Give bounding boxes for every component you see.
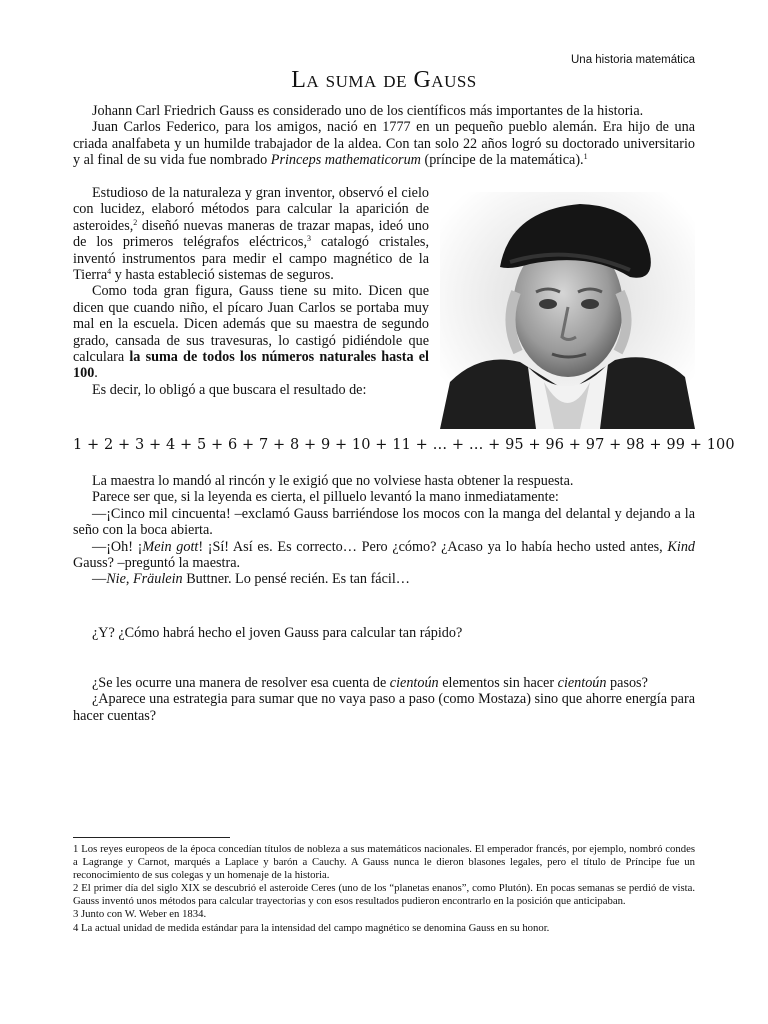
footnote-2: 2 El primer día del siglo XIX se descubrió el asteroide Ceres (uno de los “planetas enanos”, como Plutón). En pocas semanas se perdió de vista. Gauss inventó unos métodos para calcular trayectorias y con esos resultados pudieron encontrarlo en la posición que anticipaban.: [73, 882, 695, 908]
dialogue-section: [73, 473, 695, 588]
sum-formula: 1 + 2 + 3 + 4 + 5 + 6 + 7 + 8 + 9 + 10 + 11 + … + … + 95 + 96 + 97 + 98 + 99 + 100: [73, 437, 735, 453]
bold-emphasis: la suma de todos los números naturales hasta el 100: [73, 349, 429, 382]
text-run: ¿Y? ¿Cómo habrá hecho el joven Gauss para calcular tan rápido?: [92, 625, 463, 641]
italic-word: Nie: [106, 571, 126, 588]
text-run: —¡Oh! ¡: [92, 538, 143, 555]
text-run: Buttner. Lo pensé recién. Es tan fácil…: [182, 571, 410, 588]
running-header: Una historia matemática: [571, 54, 695, 66]
italic-word: Fräulein: [132, 571, 183, 588]
paragraph-intro: [73, 103, 695, 119]
text-run: catalogó cristales, inventó instrumentos para medir el campo magnético de la Tierra: [73, 234, 429, 284]
text-run: y hasta estableció sistemas de seguros.: [111, 267, 334, 284]
paragraph-dialogue: [73, 506, 695, 539]
text-run: ¿Aparece una estrategia para sumar que no vaya paso a paso (como Mostaza) sino que ahorre energía para hacer cuentas?: [73, 691, 695, 724]
eye-right: [581, 299, 599, 309]
question-section-2: [73, 675, 695, 724]
paragraph-dialogue: [73, 571, 695, 587]
page-title: La suma de Gauss: [291, 67, 477, 93]
text-beside-portrait: [73, 185, 429, 398]
paragraph-question: [73, 625, 695, 641]
text-run: Parece ser que, si la leyenda es cierta, el pilluelo levantó la mano inmediatamente:: [92, 489, 559, 506]
portrait-illustration: [440, 192, 695, 429]
footnote-ref-2[interactable]: 2: [133, 217, 138, 227]
text-run: diseñó nuevas maneras de trazar mapas, ideó uno de los primeros telégrafos eléctricos,: [73, 217, 429, 251]
text-run: ! ¡Sí! Así es. Es correcto… Pero ¿cómo? ¿Acaso ya lo había hecho usted antes,: [198, 538, 668, 555]
text-run: ,: [125, 571, 133, 588]
paragraph-dialogue: [73, 473, 695, 489]
footnote-ref-1[interactable]: 1: [583, 152, 588, 162]
text-run: La maestra lo mandó al rincón y le exigió que no volviese hasta obtener la respuesta.: [92, 473, 574, 489]
paragraph-question: [73, 691, 695, 724]
paragraph-myth: [73, 283, 429, 381]
italic-word: Mein gott: [142, 538, 199, 555]
text-run: elementos sin hacer: [438, 675, 558, 691]
paragraph-biography: [73, 119, 695, 168]
paragraph-inventor: [73, 185, 429, 283]
footnote-1: 1 Los reyes europeos de la época concedían títulos de nobleza a sus matemáticos nacionales. El emperador francés, por ejemplo, nombró condes a Lagrange y Carnot, marqués a Laplace y barón a Cauchy. A Gauss nunca le dieron blasones legales, pero el título de Príncipe fue un reconocimiento de sus colegas y un homenaje de la historia.: [73, 843, 695, 882]
footnote-separator: [73, 837, 230, 838]
intro-section: [73, 103, 695, 169]
paragraph-dialogue: [73, 539, 695, 572]
paragraph-question: [73, 675, 695, 691]
sum-expression: [73, 437, 735, 453]
text-run: Es decir, lo obligó a que buscara el resultado de:: [92, 381, 367, 398]
italic-word: cientoún: [557, 675, 607, 691]
question-section-1: [73, 625, 695, 641]
italic-word: Kind: [667, 538, 696, 555]
text-run: Johann Carl Friedrich Gauss es considerado uno de los científicos más importantes de la historia.: [92, 103, 644, 119]
text-run: (príncipe de la matemática).: [420, 152, 584, 169]
footnotes: [73, 843, 695, 935]
text-run: —: [92, 571, 107, 588]
paragraph-dialogue: [73, 489, 695, 505]
text-run: Estudioso de la naturaleza y gran inventor, observó el cielo con lucidez, elaboró métodos para calcular la aparición de asteroides,: [73, 185, 429, 234]
gauss-portrait: [440, 192, 695, 429]
text-run: .: [94, 365, 98, 382]
text-run: Como toda gran figura, Gauss tiene su mito. Dicen que dicen que cuando niño, el pícaro Juan Carlos se portaba muy mal en la escuela. Dicen además que su maestra de segundo grado, cansada de sus travesuras, lo castigó pidiéndole que calculara: [73, 283, 429, 366]
text-run: —¡Cinco mil cincuenta! –exclamó Gauss barriéndose los mocos con la manga del delantal y dejando a la seño con la boca abierta.: [73, 505, 695, 539]
document-page: [73, 0, 735, 1024]
footnote-3: 3 Junto con W. Weber en 1834.: [73, 908, 207, 921]
footnote-4: 4 La actual unidad de medida estándar para la intensidad del campo magnético se denomina Gauss en su honor.: [73, 921, 550, 934]
text-run: pasos?: [606, 675, 648, 691]
text-run: Juan Carlos Federico, para los amigos, nació en 1777 en un pequeño pueblo alemán. Era hijo de una criada analfabeta y un humilde trabajador de la aldea. Con tan solo 22 años logró su doctorado universitario y al final de su vida fue nombrado: [73, 119, 695, 169]
italic-word: cientoún: [389, 675, 439, 691]
italic-title: Princeps mathematicorum: [270, 152, 421, 169]
text-run: Gauss? –preguntó la maestra.: [73, 555, 241, 572]
text-run: ¿Se les ocurre una manera de resolver esa cuenta de: [92, 675, 390, 691]
eye-left: [539, 299, 557, 309]
paragraph-task: [73, 382, 429, 398]
footnote-ref-3[interactable]: 3: [307, 234, 312, 244]
footnote-ref-4[interactable]: 4: [107, 267, 112, 277]
